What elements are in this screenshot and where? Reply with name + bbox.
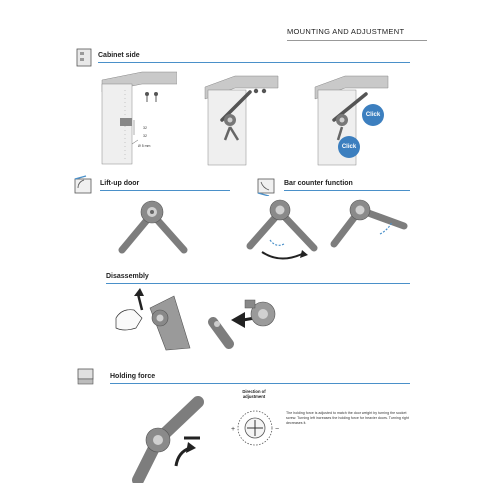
adjustment-dial: [228, 406, 283, 454]
click-badge-lower: Click: [338, 136, 360, 158]
section-label-lift-up-door: Lift-up door: [100, 180, 140, 187]
header-divider: [287, 40, 427, 41]
lift-up-door-hinge-drawing: [108, 196, 198, 256]
bar-counter-drawing-1: [240, 196, 325, 266]
holding-force-hinge-drawing: [128, 388, 223, 483]
section-label-cabinet-side: Cabinet side: [98, 52, 140, 59]
disassembly-drawing-2: [205, 290, 285, 350]
svg-text:−: −: [275, 426, 280, 433]
section-divider-lift-up-door: [100, 190, 230, 191]
section-divider-bar-counter: [284, 190, 410, 191]
cabinet-drawing-1: [92, 70, 177, 165]
dimension-label-a: 32: [143, 126, 147, 130]
bar-counter-drawing-2: [322, 196, 412, 256]
adjustment-direction-label: Direction of adjustment: [242, 389, 266, 399]
dimension-label-diameter: Ø 5 mm: [138, 144, 151, 148]
section-divider-cabinet-side: [98, 62, 410, 63]
section-label-bar-counter: Bar counter function: [284, 180, 353, 187]
click-badge-upper: Click: [362, 104, 384, 126]
cabinet-side-icon: [72, 46, 94, 68]
cabinet-drawing-2: [200, 72, 280, 167]
svg-text:+: +: [231, 426, 236, 433]
section-divider-disassembly: [106, 283, 410, 284]
lift-up-door-icon: [72, 174, 94, 196]
section-divider-holding-force: [110, 383, 410, 384]
section-label-holding-force: Holding force: [110, 373, 156, 380]
bar-counter-icon: [255, 174, 277, 196]
dimension-label-b: 32: [143, 134, 147, 138]
page-title: MOUNTING AND ADJUSTMENT: [287, 27, 405, 36]
holding-force-icon: [74, 365, 96, 387]
disassembly-drawing-1: [112, 288, 202, 353]
holding-force-note: The holding force is adjusted to match the door weight by turning the socket screw. Turning left increases the holding force for heavier doors. Turning right decreases it.: [286, 411, 409, 425]
section-label-disassembly: Disassembly: [106, 273, 149, 280]
